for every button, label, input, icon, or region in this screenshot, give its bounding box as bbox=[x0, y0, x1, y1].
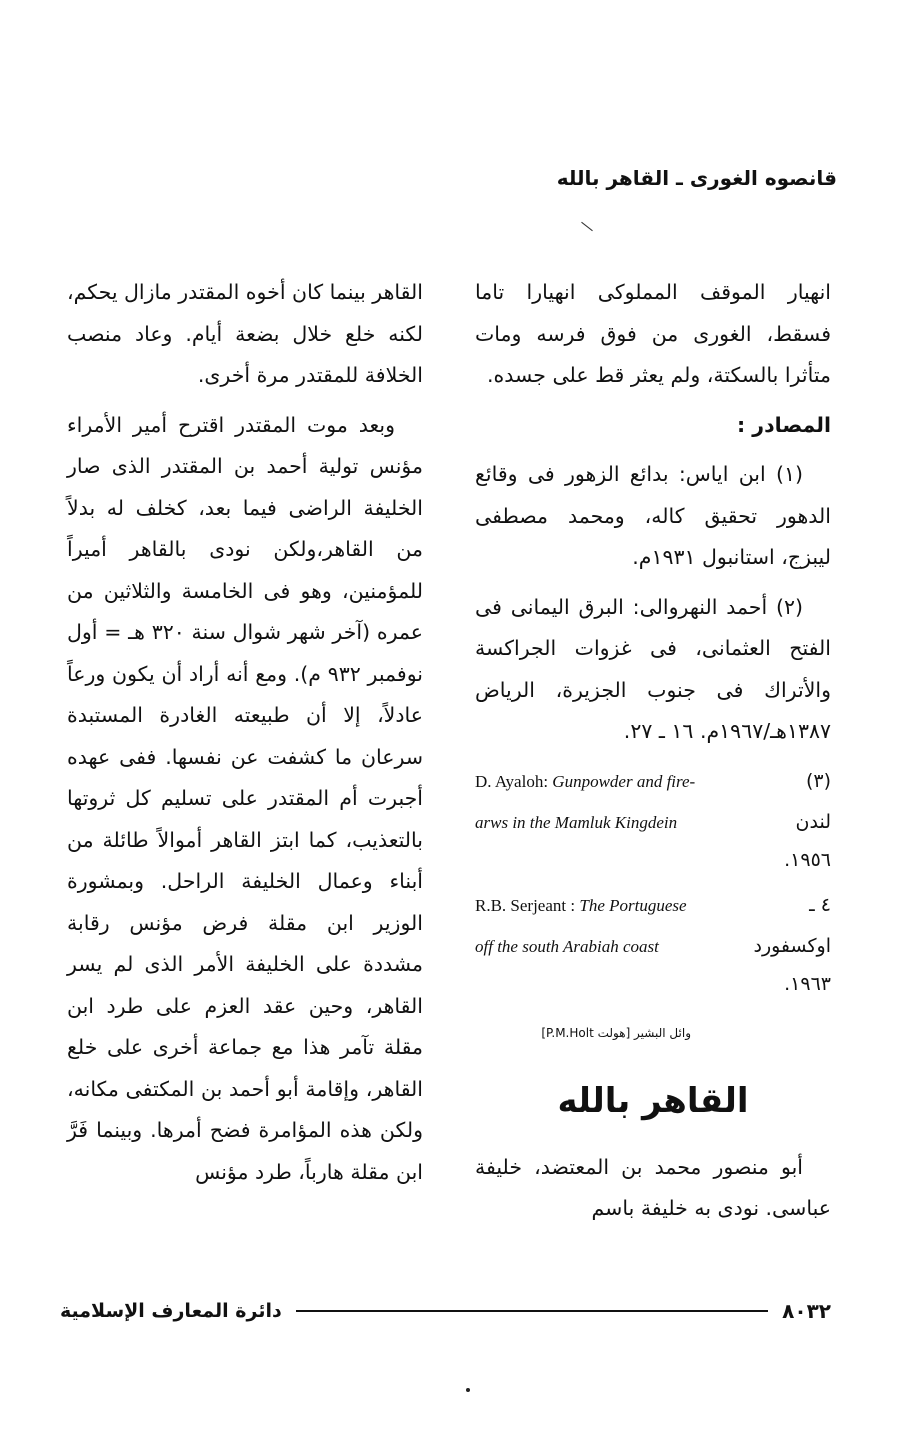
page-footer bbox=[60, 1296, 831, 1326]
reference-3-author: D. Ayaloh: bbox=[475, 771, 549, 791]
author-credit: وائل البشير [هولت P.M.Holt] bbox=[541, 1025, 691, 1040]
page-number: ٨٠٣٢ bbox=[782, 1299, 831, 1323]
reference-3-title-b: arws in the Mamluk Kingdein bbox=[475, 812, 678, 832]
reference-4-number: ٤ ـ bbox=[809, 893, 831, 916]
reference-3-year: ١٩٥٦. bbox=[784, 848, 831, 871]
reference-3 bbox=[475, 761, 831, 877]
left-paragraph-1: القاهر بينما كان أخوه المقتدر مازال يحكم، لكنه خلع خلال بضعة أيام. وعاد منصب الخلافة للمقتدر مرة أخرى. bbox=[67, 280, 423, 387]
reference-4 bbox=[475, 885, 831, 1001]
reference-4-title-b: off the south Arabiah coast bbox=[475, 936, 659, 956]
reference-4-city: اوكسفورد bbox=[753, 934, 831, 957]
left-paragraph-2: وبعد موت المقتدر اقترح أمير الأمراء مؤنس تولية أحمد بن المقتدر الذى صار الخليفة الراضى فيما بعد، كخلف له بدلاً من القاهر،ولكن نودى بالقاهر أميراً للمؤمنين، وهو فى الخامسة والثلاثين من عمره (آخر شهر شوال سنة ٣٢٠ هـ = أول نوفمبر ٩٣٢ م). ومع أنه أراد أن يكون ورعاً عادلاً، إلا أن طبيعته الغادرة المستبدة سرعان ما كشفت عن نفسها. ففى عهده أجبرت أم المقتدر على تسليم كل ثروتها بالتعذيب، كما ابتز القاهر أموالاً طائلة من أبناء وعمال الخليفة الراحل. وبمشورة الوزير ابن مقلة فرض مؤنس رقابة مشددة على الخليفة الأمر الذى لم يسر القاهر، وحين عقد العزم على طرد ابن مقلة تآمر هذا مع جماعة أخرى على خلع القاهر، وإقامة أبو أحمد بن المكتفى مكانه، ولكن هذه المؤامرة فضح أمرها. وبينما فَرَّ ابن مقلة هارباً، طرد مؤنس bbox=[67, 412, 423, 1184]
reference-4-title-a: The Portuguese bbox=[579, 895, 687, 915]
publication-title: دائرة المعارف الإسلامية bbox=[60, 1300, 282, 1322]
stray-dot bbox=[466, 1388, 470, 1392]
stray-mark bbox=[581, 222, 593, 231]
sources-heading: المصادر : bbox=[736, 412, 831, 437]
article-title: القاهر بالله bbox=[557, 1080, 749, 1121]
reference-4-year: ١٩٦٣. bbox=[784, 972, 831, 995]
reference-3-city: لندن bbox=[795, 810, 831, 833]
reference-4-author: R.B. Serjeant : bbox=[475, 895, 576, 915]
running-header: قانصوه الغورى ـ القاهر بالله bbox=[556, 166, 837, 190]
article-intro: أبو منصور محمد بن المعتضد، خليفة عباسى. نودى به خليفة باسم bbox=[475, 1154, 831, 1220]
reference-1: (١) ابن اياس: بدائع الزهور فى وقائع الدهور تحقيق كاله، ومحمد مصطفى ليبزج، استانبول ١٩٣١م. bbox=[475, 462, 831, 569]
right-column bbox=[475, 272, 831, 1230]
footer-rule bbox=[296, 1310, 768, 1312]
intro-paragraph: انهيار الموقف المملوكى انهيارا تاما فسقط، الغورى من فوق فرسه ومات متأثرا بالسكتة، ولم يعثر قط على جسده. bbox=[475, 280, 831, 387]
reference-3-number: (٣) bbox=[805, 769, 831, 792]
reference-3-title-a: Gunpowder and fire- bbox=[552, 771, 696, 791]
left-column bbox=[67, 272, 423, 1193]
reference-2: (٢) أحمد النهروالى: البرق اليمانى فى الفتح العثمانى، فى غزوات الجراكسة والأتراك فى جنوب الجزيرة، الرياض ١٣٨٧هـ/١٩٦٧م. ١٦ ـ ٢٧. bbox=[475, 594, 831, 743]
